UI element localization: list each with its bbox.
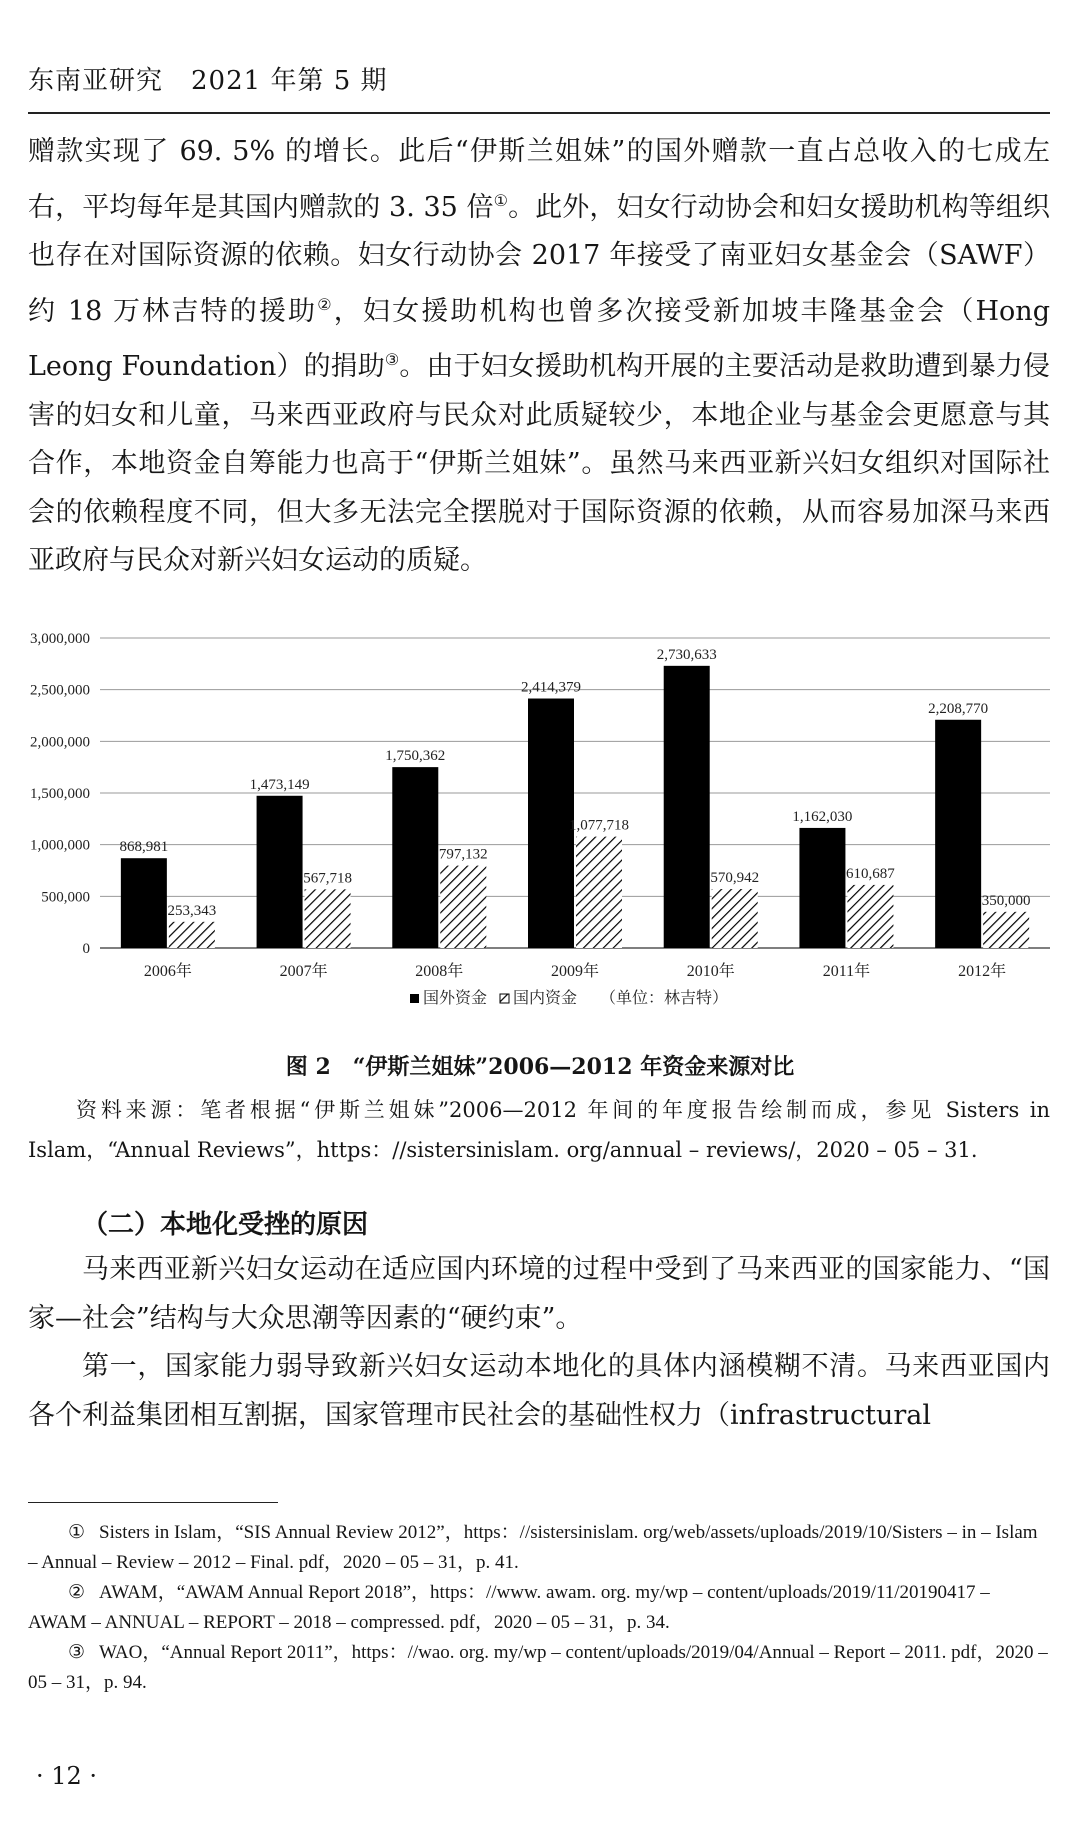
figure-caption: 图 2 “伊斯兰姐妹”2006—2012 年资金来源对比 (285, 1054, 795, 1080)
bar-value-label: 253,343 (167, 902, 217, 919)
x-tick-label: 2011年 (822, 963, 871, 980)
body-text-4: 。由于妇女援助机构开展的主要活动是救助遭到暴力侵害的妇女和儿童，马来西亚政府与民众对此质疑较少，本地企业与基金会更愿意与其合作，本地资金自筹能力也高于“伊斯兰姐妹”。虽然马来西亚新兴妇女组织对国际社会的依赖程度不同，但大多无法完全摆脱对于国际资源的依赖，从而容易加深马来西亚政府与民众对新兴妇女运动的质疑。 (28, 351, 1050, 576)
bar-value-label: 1,750,362 (385, 748, 446, 765)
bar-value-label: 1,077,718 (569, 817, 629, 834)
bar-foreign (799, 828, 845, 948)
bar-domestic (305, 889, 351, 948)
bar-foreign (392, 767, 438, 948)
bar-domestic (712, 889, 758, 948)
section-paragraph-2: 第一，国家能力弱导致新兴妇女运动本地化的具体内涵模糊不清。马来西亚国内各个利益集团相互割据，国家管理市民社会的基础性权力（infrastructural (28, 1351, 1050, 1431)
footnote-ref-1[interactable]: ① (493, 190, 509, 210)
body-text-2: 。此外，妇女行动协会和妇女援助机构等组织也存在对国际资源的依赖。妇女行动协会 2017 年接受了南亚妇女基金会（SAWF）约 18 万林吉特的援助 (28, 191, 1051, 327)
bar-value-label: 2,208,770 (928, 700, 989, 717)
footnote-separator (28, 1502, 278, 1503)
bar-value-label: 570,942 (710, 870, 760, 887)
journal-name: 东南亚研究 (28, 66, 164, 96)
footnote-text: WAO，“Annual Report 2011”，https：//wao. org. my/wp – content/uploads/2019/04/Annual – Report – 2011. pdf，2020 – 05 – 31，p. 94. (28, 1642, 1048, 1693)
footnote-3 (28, 1638, 1050, 1698)
bar-value-label: 350,000 (981, 892, 1031, 909)
body-text-1: 赠款实现了 69. 5% 的增长。此后“伊斯兰姐妹”的国外赠款一直占总收入的七成左右，平均每年是其国内赠款的 3. 35 倍 (28, 136, 1050, 223)
bar-value-label: 610,687 (846, 865, 895, 882)
bar-value-label: 797,132 (438, 846, 488, 863)
y-tick-label: 500,000 (41, 889, 90, 906)
y-tick-label: 2,000,000 (30, 734, 90, 751)
x-tick-label: 2006年 (143, 963, 192, 980)
y-tick-label: 3,000,000 (30, 631, 90, 647)
footnote-ref-3[interactable]: ③ (384, 350, 400, 369)
bars (121, 666, 1029, 948)
data-labels (119, 647, 1030, 919)
bar-foreign (257, 796, 303, 948)
funding-bar-chart (0, 610, 1080, 1030)
y-tick-label: 1,000,000 (30, 837, 90, 854)
legend (410, 989, 728, 1007)
bar-foreign (121, 858, 167, 948)
bar-value-label: 2,414,379 (521, 679, 581, 696)
bar-foreign (664, 666, 710, 948)
x-tick-label: 2008年 (415, 963, 464, 980)
footnote-ref-2[interactable]: ② (317, 294, 334, 314)
footnote-mark: ③ (68, 1642, 86, 1663)
bar-value-label: 2,730,633 (656, 646, 717, 663)
section-paragraph-1: 马来西亚新兴妇女运动在适应国内环境的过程中受到了马来西亚的国家能力、“国家—社会”结构与大众思潮等因素的“硬约束”。 (28, 1254, 1050, 1334)
bar-value-label: 868,981 (119, 839, 169, 856)
legend-unit-note: （单位：林吉特） (600, 990, 729, 1007)
page-number: · 12 · (36, 1762, 98, 1790)
y-tick-label: 1,500,000 (30, 786, 90, 802)
legend-label-domestic: 国内资金 (513, 990, 578, 1007)
legend-swatch-domestic (500, 994, 509, 1003)
footnote-2 (28, 1578, 1050, 1638)
x-tick-label: 2007年 (279, 963, 328, 980)
running-header (28, 60, 1050, 97)
footnote-text: AWAM，“AWAM Annual Report 2018”，https：//www. awam. org. my/wp – content/uploads/2019/11/20190417 – AWAM – ANNUAL – REPORT – 2018 – compressed. pdf，2020 – 05 – 31，p. 34. (28, 1582, 990, 1633)
section-heading: （二）本地化受挫的原因 (82, 1210, 369, 1240)
body-text-3: ，妇女援助机构也曾多次接受新加坡丰隆基金会（Hong Leong Foundation）的捐助 (28, 295, 1050, 382)
issue-label: 2021 年第 5 期 (191, 66, 388, 96)
bar-value-label: 1,473,149 (249, 776, 310, 793)
footnote-mark: ① (68, 1522, 86, 1543)
legend-swatch-foreign (410, 994, 419, 1003)
legend-label-foreign: 国外资金 (423, 990, 488, 1007)
bar-value-label: 1,162,030 (792, 808, 853, 825)
x-tick-label: 2009年 (550, 963, 600, 980)
bar-foreign (528, 699, 574, 948)
bar-domestic (440, 866, 486, 948)
header-rule (28, 112, 1050, 114)
figure-source-note: 资料来源：笔者根据“伊斯兰姐妹”2006—2012 年间的年度报告绘制而成，参见 Sisters in Islam，“Annual Reviews”，https：//sistersinislam. org/annual – reviews/，2020 – 05 – 31. (28, 1098, 1050, 1162)
bar-domestic (983, 912, 1029, 948)
footnote-1 (28, 1518, 1050, 1578)
y-tick-label: 0 (82, 941, 90, 957)
bar-value-label: 567,718 (303, 870, 352, 887)
bar-foreign (935, 720, 981, 948)
bar-domestic (169, 922, 215, 948)
x-tick-label: 2010年 (686, 963, 735, 980)
body-paragraph (28, 128, 1050, 586)
bar-domestic (847, 885, 893, 948)
bar-domestic (576, 837, 622, 948)
footnote-text: Sisters in Islam，“SIS Annual Review 2012”，https：//sistersinislam. org/web/assets/uploads/2019/10/Sisters – in – Islam – Annual – Review – 2012 – Final. pdf，2020 – 05 – 31，p. 41. (28, 1522, 1038, 1573)
x-tick-label: 2012年 (958, 963, 1007, 980)
footnote-mark: ② (68, 1582, 86, 1603)
y-tick-label: 2,500,000 (30, 682, 90, 699)
